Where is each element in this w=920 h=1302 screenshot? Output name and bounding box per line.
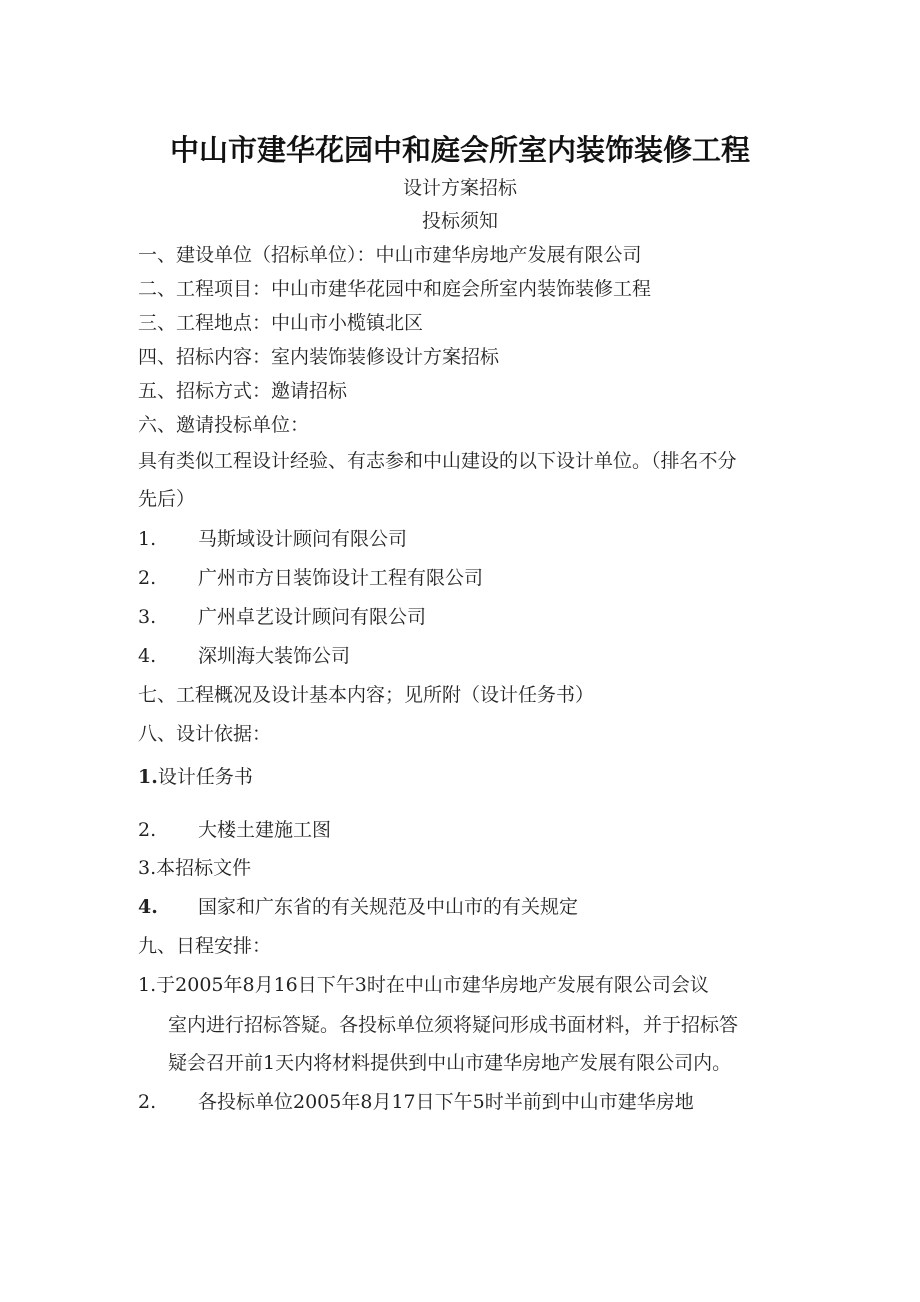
list-item (138, 641, 350, 668)
document-title: 中山市建华花园中和庭会所室内装饰装修工程 (169, 133, 750, 167)
list-text: 大楼土建施工图 (198, 819, 332, 841)
section-heading: 投标须知 (421, 210, 498, 232)
list-item (138, 892, 578, 919)
clause-5: 五、招标方式：邀请招标 (138, 380, 348, 402)
list-item (138, 853, 251, 880)
list-number: 2. (138, 567, 157, 589)
list-number: 3. (138, 857, 157, 879)
paragraph-line: 室内进行招标答疑。各投标单位须将疑问形成书面材料，并于招标答 (168, 1014, 739, 1036)
paragraph-line: 先后） (138, 488, 196, 510)
clause-2: 二、工程项目：中山市建华花园中和庭会所室内装饰装修工程 (138, 278, 652, 300)
clause-6: 六、邀请投标单位： (138, 414, 310, 436)
list-number: 1. (138, 528, 157, 550)
list-item (138, 815, 331, 842)
list-number: 4. (138, 896, 158, 918)
clause-1: 一、建设单位（招标单位）：中山市建华房地产发展有限公司 (138, 244, 642, 266)
list-number: 3. (138, 606, 157, 628)
list-text: 设计任务书 (157, 766, 253, 788)
list-text: 广州市方日装饰设计工程有限公司 (198, 567, 484, 589)
clause-9: 九、日程安排： (138, 935, 272, 957)
clause-4: 四、招标内容：室内装饰装修设计方案招标 (138, 346, 500, 368)
list-item (138, 524, 407, 551)
document-subtitle: 设计方案招标 (402, 177, 517, 199)
list-text: 国家和广东省的有关规范及中山市的有关规定 (198, 896, 579, 918)
list-number: 1. (138, 766, 158, 788)
paragraph-line: 疑会召开前1天内将材料提供到中山市建华房地产发展有限公司内。 (168, 1052, 732, 1074)
list-text: 广州卓艺设计顾问有限公司 (198, 606, 427, 628)
list-number: 2. (138, 1091, 157, 1113)
clause-7: 七、工程概况及设计基本内容；见所附（设计任务书） (138, 684, 595, 706)
list-text: 本招标文件 (156, 857, 252, 879)
list-text: 马斯域设计顾问有限公司 (198, 528, 408, 550)
list-item (138, 762, 253, 789)
list-text: 深圳海大装饰公司 (198, 645, 351, 667)
list-number: 4. (138, 645, 157, 667)
clause-8: 八、设计依据： (138, 723, 272, 745)
list-text: 各投标单位2005年8月17日下午5时半前到中山市建华房地 (198, 1091, 694, 1113)
list-number: 1. (138, 974, 157, 996)
clause-3: 三、工程地点：中山市小榄镇北区 (138, 312, 424, 334)
schedule-item (138, 1087, 694, 1114)
schedule-item (138, 970, 709, 997)
list-item (138, 563, 483, 590)
list-number: 2. (138, 819, 157, 841)
list-item (138, 602, 426, 629)
paragraph-line: 具有类似工程设计经验、有志参和中山建设的以下设计单位。（排名不分 (138, 450, 737, 472)
list-text: 于2005年8月16日下午3时在中山市建华房地产发展有限公司会议 (156, 974, 709, 996)
